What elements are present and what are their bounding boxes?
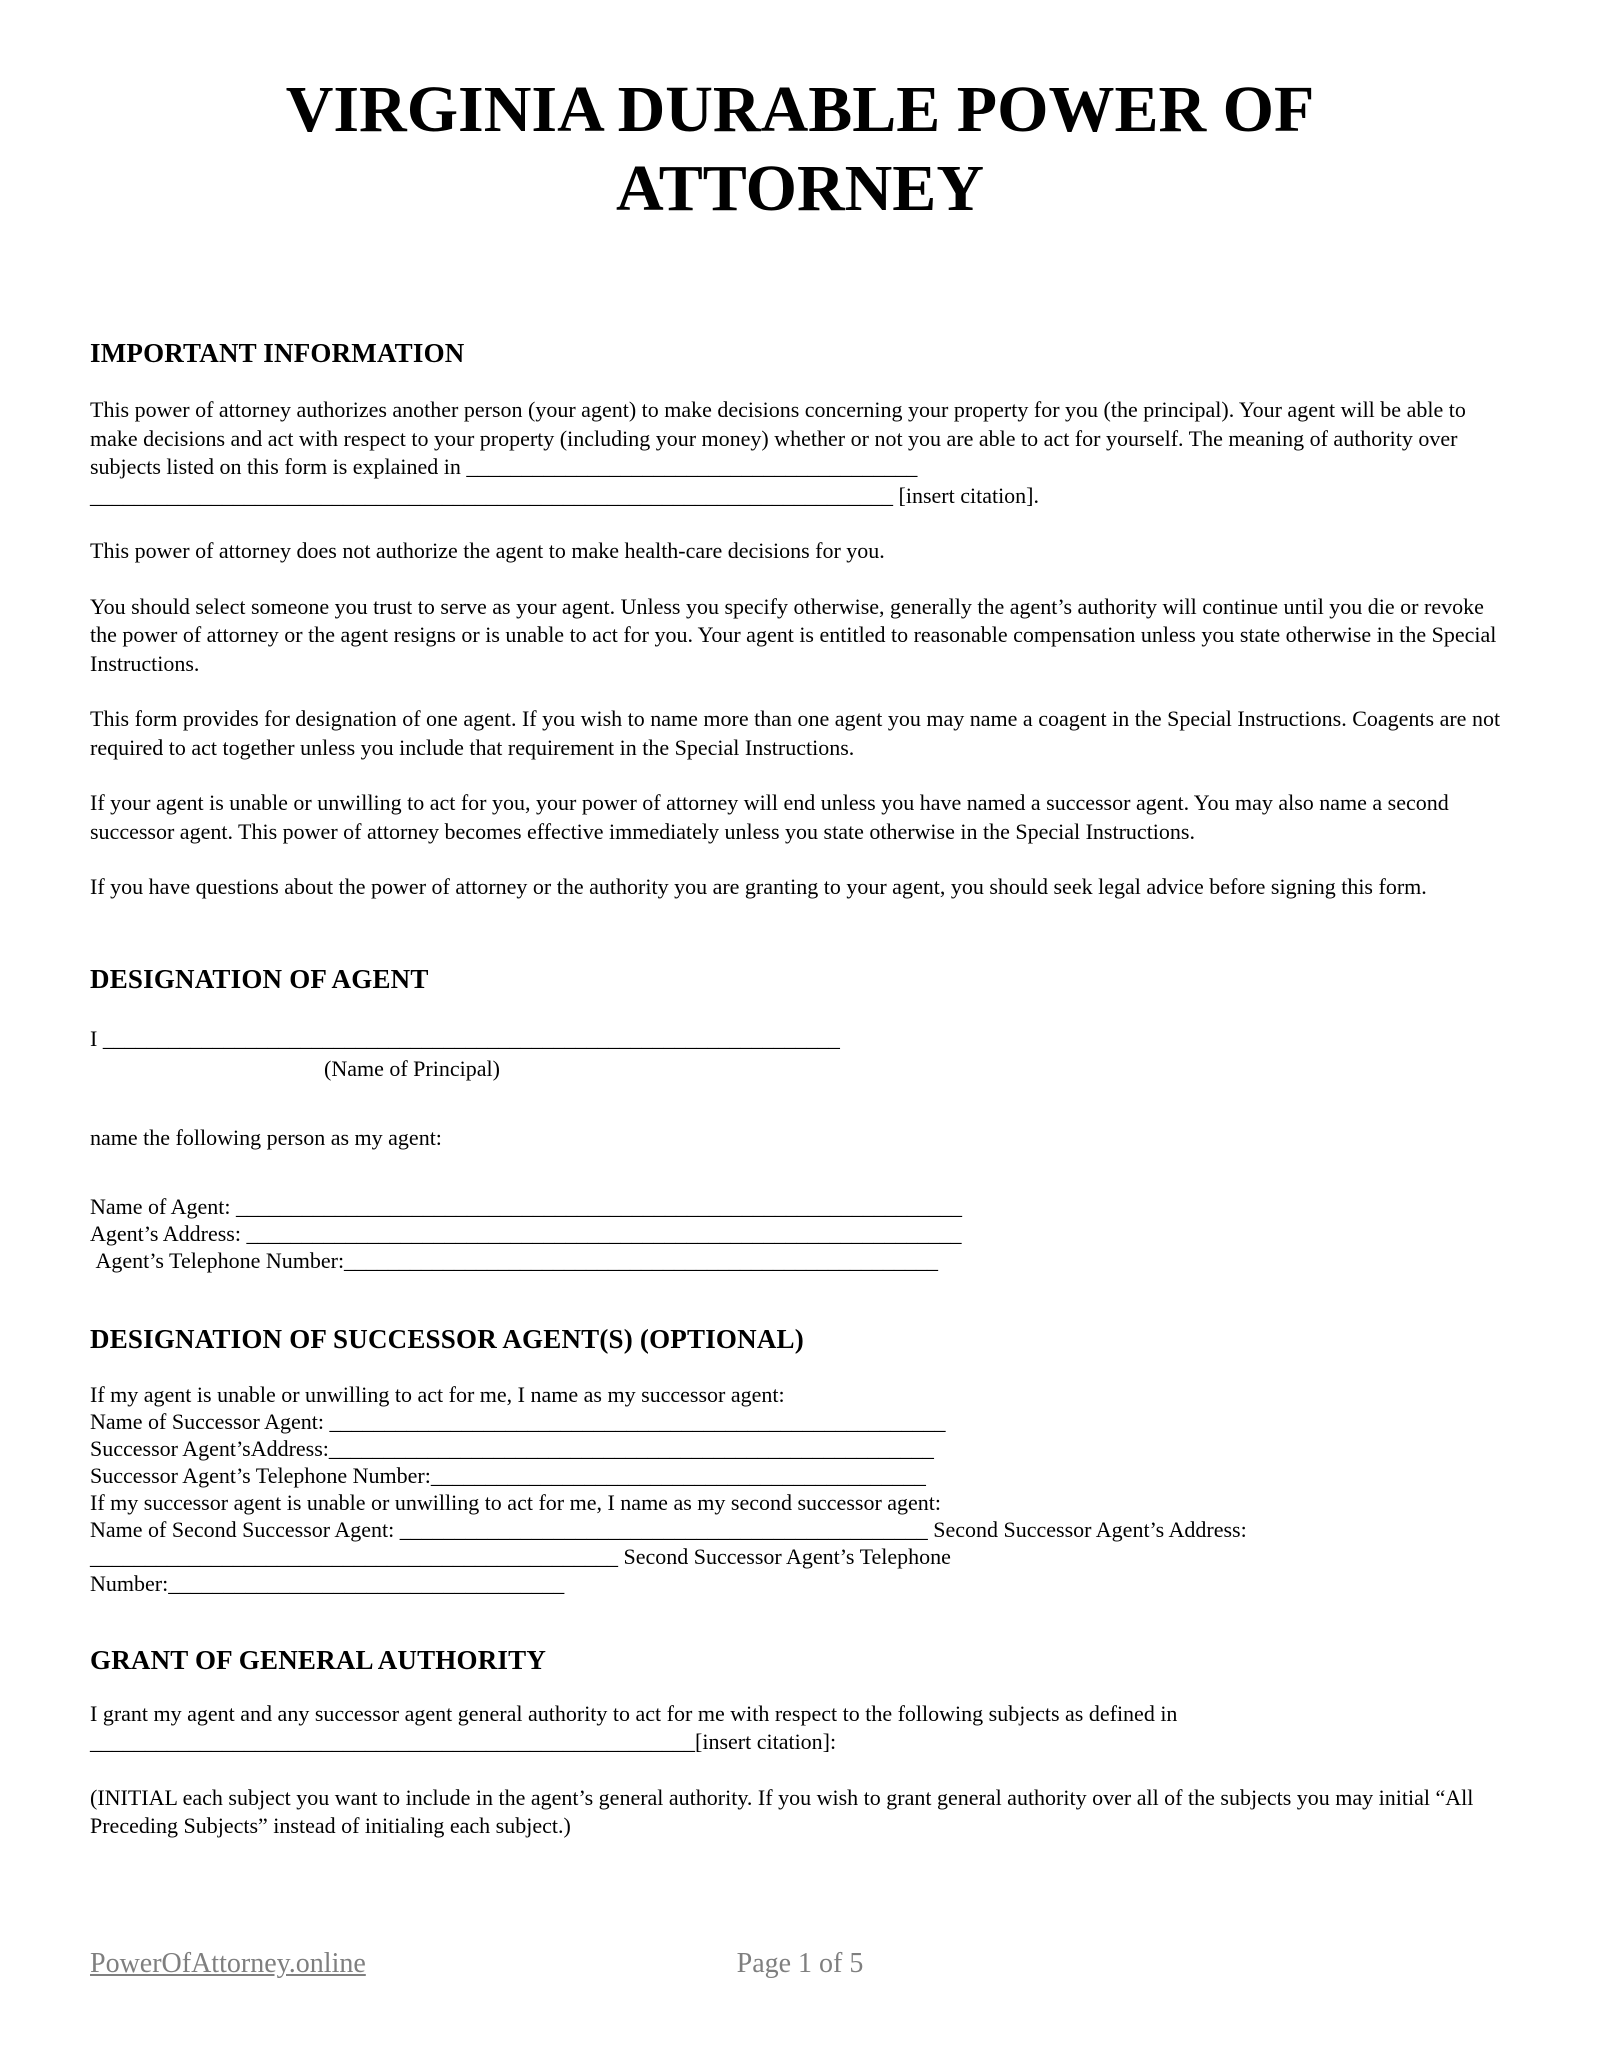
paragraph-authorization: This power of attorney authorizes another person (your agent) to make decisions concerning your property for you (the principal). Your agent will be able to make decisions and act with respect to your property (including your money) whether or not you are able to act for yourself. The meaning of authority over subjects listed on this form is explained in _________________________________________ _________________________________________________________________________ [insert citation].	[90, 397, 1466, 508]
grant-authority-intro-line1: I grant my agent and any successor agent general authority to act for me with respect to the following subjects as defined in	[90, 1700, 1178, 1726]
grant-authority-intro	[90, 1700, 1510, 1757]
section-heading-important-information: IMPORTANT INFORMATION	[90, 338, 465, 369]
agent-fields	[90, 1193, 1510, 1274]
paragraph-legal-advice: If you have questions about the power of attorney or the authority you are granting to your agent, you should seek legal advice before signing this form.	[90, 874, 1427, 900]
footer-page-number: Page 1 of 5	[736, 1948, 864, 1979]
principal-name-blank-line: I ___________________________________________________________________	[90, 1025, 840, 1051]
agent-telephone-field-line: Agent’s Telephone Number:______________________________________________________	[90, 1247, 939, 1273]
successor-agent-name-field-line: Name of Successor Agent: ________________________________________________________	[90, 1408, 946, 1434]
section-heading-designation-of-successor-agents: DESIGNATION OF SUCCESSOR AGENT(S) (OPTIONAL)	[90, 1323, 804, 1354]
successor-agent-address-field-line: Successor Agent’sAddress:_______________________________________________________	[90, 1435, 934, 1461]
agent-name-field-line: Name of Agent: __________________________________________________________________	[90, 1193, 963, 1219]
section-heading-grant-of-general-authority: GRANT OF GENERAL AUTHORITY	[90, 1644, 547, 1675]
second-successor-intro-line: If my successor agent is unable or unwilling to act for me, I name as my second successor agent:	[90, 1489, 942, 1515]
grant-authority-citation-blank-line: _______________________________________________________[insert citation]:	[90, 1729, 837, 1755]
paragraph-healthcare-exclusion: This power of attorney does not authorize the agent to make health-care decisions for you.	[90, 538, 885, 564]
second-successor-name-field-line: Name of Second Successor Agent: ________________________________________________ Second Successor Agent’s Address:	[90, 1516, 1247, 1542]
initial-instruction-paragraph: (INITIAL each subject you want to include in the agent’s general authority. If you wish to grant general authority over all of the subjects you may initial “All Preceding Subjects” instead of initialing each subject.)	[90, 1784, 1474, 1839]
document-title-line1: VIRGINIA DURABLE POWER OF	[285, 73, 1315, 146]
second-successor-telephone-field-line: Number:____________________________________	[90, 1570, 565, 1596]
paragraph-agent-selection: You should select someone you trust to serve as your agent. Unless you specify otherwise, generally the agent’s authority will continue until you die or revoke the power of attorney or the agent resigns or is unable to act for you. Your agent is entitled to reasonable compensation unless you state otherwise in the Special Instructions.	[90, 593, 1497, 676]
successor-agent-fields	[90, 1381, 1510, 1597]
paragraph-successor-info: If your agent is unable or unwilling to act for you, your power of attorney will end unless you have named a successor agent. You may also name a second successor agent. This power of attorney becomes effective immediately unless you state otherwise in the Special Instructions.	[90, 790, 1449, 844]
section-heading-designation-of-agent: DESIGNATION OF AGENT	[90, 963, 429, 994]
document-title	[90, 70, 1510, 228]
second-successor-address-blank-line: ________________________________________________ Second Successor Agent’s Telephone	[90, 1543, 951, 1569]
agent-designation-intro: name the following person as my agent:	[90, 1125, 442, 1151]
successor-agent-intro-line: If my agent is unable or unwilling to act for me, I name as my successor agent:	[90, 1381, 785, 1407]
successor-agent-telephone-field-line: Successor Agent’s Telephone Number:_____________________________________________	[90, 1462, 926, 1488]
paragraph-coagent: This form provides for designation of one agent. If you wish to name more than one agent you may name a coagent in the Special Instructions. Coagents are not required to act together unless you include that requirement in the Special Instructions.	[90, 706, 1501, 760]
page-footer	[90, 1948, 1510, 1980]
principal-name-caption: (Name of Principal)	[324, 1056, 500, 1082]
agent-address-field-line: Agent’s Address: _________________________________________________________________	[90, 1220, 962, 1246]
document-title-line2: ATTORNEY	[616, 152, 984, 226]
footer-website-link[interactable]: PowerOfAttorney.online	[90, 1948, 366, 1979]
